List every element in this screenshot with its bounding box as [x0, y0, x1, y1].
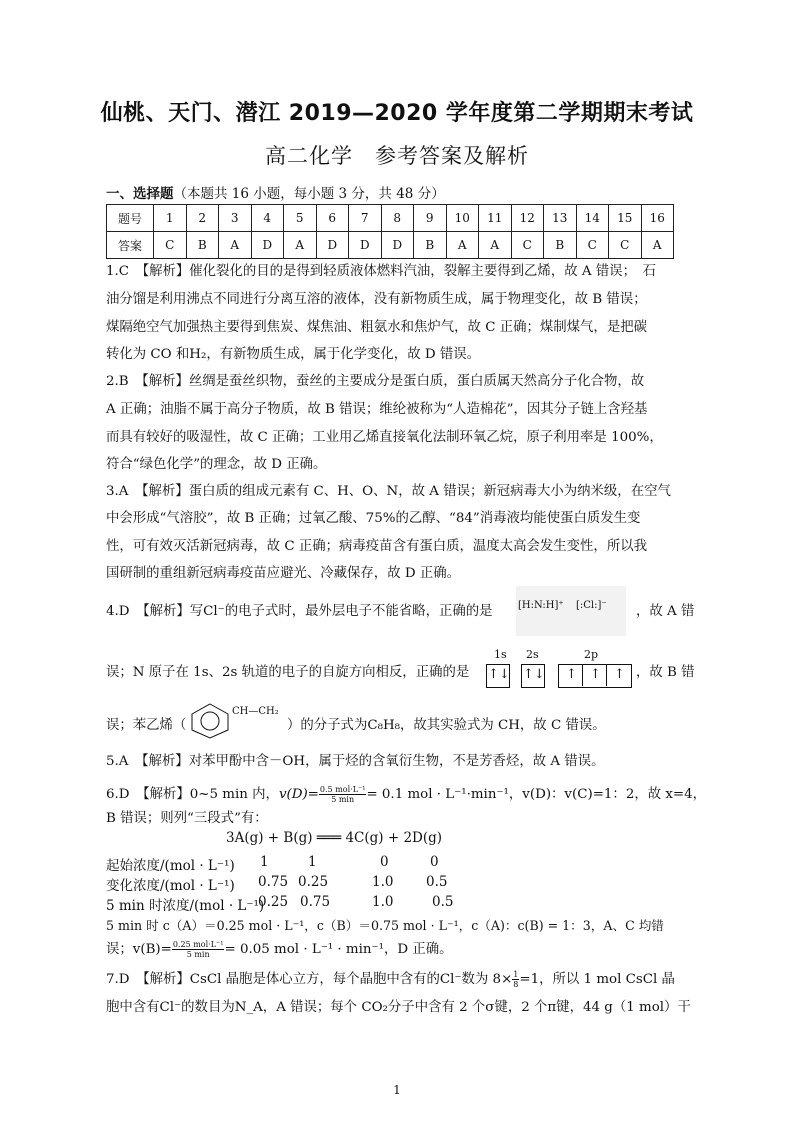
q6-text: 误；v(B)=	[106, 942, 172, 957]
fraction-denominator: 8	[513, 980, 519, 989]
q2-line: 符合“绿色化学”的理念，故 D 正确。	[106, 457, 327, 472]
q4-line: 4.D 【解析】写Cl⁻的电子式时，最外层电子不能省略，正确的是	[106, 604, 493, 619]
orbital-label: 2s	[526, 648, 539, 661]
q4-line: 误；苯乙烯（	[106, 718, 187, 733]
table-cell: 9	[414, 205, 447, 232]
section-title: 一、选择题	[106, 186, 174, 202]
stage-value: 0.75	[300, 894, 331, 910]
table-cell: 12	[511, 205, 544, 232]
orbital-arrow: ↑	[590, 667, 601, 682]
stage-value: 1	[260, 854, 269, 870]
stage-value: 0.25	[258, 894, 289, 910]
q5-line: 5.A 【解析】对苯甲酚中含－OH，属于烃的含氧衍生物，不是芳香烃，故 A 错误。	[106, 754, 605, 769]
lewis-structure-image	[516, 586, 626, 636]
table-cell: D	[316, 232, 349, 259]
stage-value: 0	[380, 854, 389, 870]
orbital-label: 2p	[584, 648, 599, 661]
q6-line: 5 min 时 c（A）＝0.25 mol · L⁻¹，c（B）＝0.75 mol · L⁻¹，c（A)：c(B) = 1：3，A、C 均错	[106, 918, 664, 933]
table-cell: 7	[349, 205, 382, 232]
answer-table-answer-row	[107, 232, 674, 259]
answer-table	[106, 204, 674, 259]
stage-label: 变化浓度/(mol · L⁻¹)	[106, 878, 235, 894]
table-cell: 14	[576, 205, 609, 232]
table-cell: B	[544, 232, 577, 259]
fraction-numerator: 0.5 mol·L⁻¹	[319, 785, 366, 794]
stage-label: 起始浓度/(mol · L⁻¹)	[106, 858, 235, 874]
table-cell: B	[414, 232, 447, 259]
orbital-label: 1s	[494, 648, 507, 661]
section-note: （本题共 16 小题，每小题 3 分，共 48 分）	[173, 186, 445, 202]
q6-line	[106, 940, 453, 960]
table-cell: B	[186, 232, 219, 259]
fraction-denominator: 5 min	[186, 950, 210, 959]
row-label: 答案	[107, 232, 154, 259]
stage-value: 0.25	[298, 874, 329, 890]
table-cell: 2	[186, 205, 219, 232]
table-cell: C	[609, 232, 642, 259]
stage-value: 0.5	[432, 894, 454, 910]
table-cell: C	[576, 232, 609, 259]
stage-value: 1.0	[372, 874, 394, 890]
document-subtitle: 高二化学 参考答案及解析	[265, 144, 529, 168]
table-cell: 1	[154, 205, 187, 232]
reaction-equation: 3A(g) + B(g) ═══ 4C(g) + 2D(g)	[226, 830, 443, 846]
q1-line: 1.C 【解析】催化裂化的目的是得到轻质液体燃料汽油，裂解主要得到乙烯，故 A 错误； 石	[106, 264, 657, 279]
table-cell: 6	[316, 205, 349, 232]
table-cell: D	[349, 232, 382, 259]
q6-line	[106, 785, 706, 805]
stage-value: 0.5	[426, 874, 448, 890]
table-cell: D	[251, 232, 284, 259]
table-cell: 5	[284, 205, 317, 232]
fraction	[319, 785, 367, 804]
benzene-ring-icon	[188, 702, 232, 740]
row-label: 题号	[107, 205, 154, 232]
q4-line: 误；N 原子在 1s、2s 轨道的电子的自旋方向相反，正确的是	[106, 665, 470, 680]
table-cell: A	[479, 232, 512, 259]
q6-text: 6.D 【解析】0~5 min 内，	[106, 787, 279, 802]
stage-value: 1.0	[372, 894, 394, 910]
q7-line: 胞中含有Cl⁻的数目为N_A，A 错误；每个 CO₂分子中含有 2 个σ键，2 个π键，44 g（1 mol）干	[106, 1000, 691, 1015]
table-cell: 10	[446, 205, 479, 232]
page-number: 1	[393, 1083, 401, 1097]
orbital-arrow: ↑	[566, 667, 577, 682]
q4-line: ）的分子式为C₈H₈，故其实验式为 CH，故 C 错误。	[287, 718, 606, 733]
stage-value: 0	[430, 854, 439, 870]
lewis-ammonium: [H:N:H]⁺	[518, 600, 564, 611]
orbital-arrow: ↑↓	[488, 667, 510, 682]
q2-line: 2.B 【解析】丝绸是蚕丝织物，蚕丝的主要成分是蛋白质，蛋白质属天然高分子化合物，故	[106, 374, 645, 389]
q1-line: 煤隔绝空气加强热主要得到焦炭、煤焦油、粗氨水和焦炉气，故 C 正确；煤制煤气，是把碳	[106, 320, 647, 335]
orbital-arrow: ↑↓	[523, 667, 545, 682]
table-cell: 15	[609, 205, 642, 232]
q6-line: B 错误；则列“三段式”有：	[106, 811, 268, 826]
table-cell: D	[381, 232, 414, 259]
fraction	[172, 940, 225, 959]
document-title: 仙桃、天门、潜江 2019—2020 学年度第二学期期末考试	[100, 101, 694, 126]
table-cell: 13	[544, 205, 577, 232]
table-cell: C	[154, 232, 187, 259]
q6-text: = 0.05 mol · L⁻¹ · min⁻¹，D 正确。	[224, 942, 453, 957]
fraction-numerator: 0.25 mol·L⁻¹	[172, 940, 224, 949]
q1-line: 油分馏是利用沸点不同进行分离互溶的液体，没有新物质生成，属于物理变化，故 B 错误；	[106, 292, 647, 307]
table-cell: 11	[479, 205, 512, 232]
table-cell: 8	[381, 205, 414, 232]
table-cell: A	[641, 232, 674, 259]
table-cell: A	[284, 232, 317, 259]
q1-line: 转化为 CO 和H₂，有新物质生成，属于化学变化，故 D 错误。	[106, 347, 481, 362]
q6-rate-label: v(D)=	[278, 787, 319, 802]
fraction-denominator: 5 min	[331, 795, 355, 804]
q7-line	[106, 970, 675, 990]
section-heading	[106, 182, 445, 202]
answer-table-number-row	[107, 205, 674, 232]
stage-label: 5 min 时浓度/(mol · L⁻¹)	[106, 898, 265, 914]
table-cell: 3	[219, 205, 252, 232]
stage-value: 0.75	[258, 874, 289, 890]
table-cell: C	[511, 232, 544, 259]
table-cell: 4	[251, 205, 284, 232]
orbital-arrow: ↑	[614, 667, 625, 682]
lewis-chloride: [:Cl:]⁻	[576, 600, 607, 611]
table-cell: 16	[641, 205, 674, 232]
q3-line: 中会形成“气溶胶”，故 B 正确；过氧乙酸、75%的乙醇、“84”消毒液均能使蛋白质发生变	[106, 511, 641, 526]
table-cell: A	[446, 232, 479, 259]
fraction-numerator: 1	[513, 970, 519, 979]
table-cell: A	[219, 232, 252, 259]
q4-line: ，故 A 错	[636, 604, 695, 619]
q4-line: ，故 B 错	[636, 665, 695, 680]
q7-text: 7.D 【解析】CsCl 晶胞是体心立方，每个晶胞中含有的Cl⁻数为 8×	[106, 972, 513, 987]
styrene-vinyl-group: CH—CH₂	[232, 706, 279, 717]
q3-line: 性，可有效灭活新冠病毒，故 C 正确；病毒疫苗含有蛋白质，温度太高会发生变性，所以我	[106, 539, 647, 554]
stage-value: 1	[308, 854, 317, 870]
q6-text: = 0.1 mol · L⁻¹·min⁻¹，v(D)：v(C)=1：2，故 x=4，	[366, 787, 707, 802]
q3-line: 国研制的重组新冠病毒疫苗应避光、冷藏保存，故 D 正确。	[106, 566, 461, 581]
q2-line: 而具有较好的吸湿性，故 C 正确；工业用乙烯直接氧化法制环氧乙烷，原子利用率是 100%，	[106, 430, 663, 445]
q3-line: 3.A 【解析】蛋白质的组成元素有 C、H、O、N，故 A 错误；新冠病毒大小为纳米级，在空气	[106, 484, 671, 499]
q2-line: A 正确；油脂不属于高分子物质，故 B 错误；维纶被称为“人造棉花”，因其分子链上含羟基	[106, 402, 648, 417]
q7-text: =1，所以 1 mol CsCl 晶	[519, 972, 675, 987]
